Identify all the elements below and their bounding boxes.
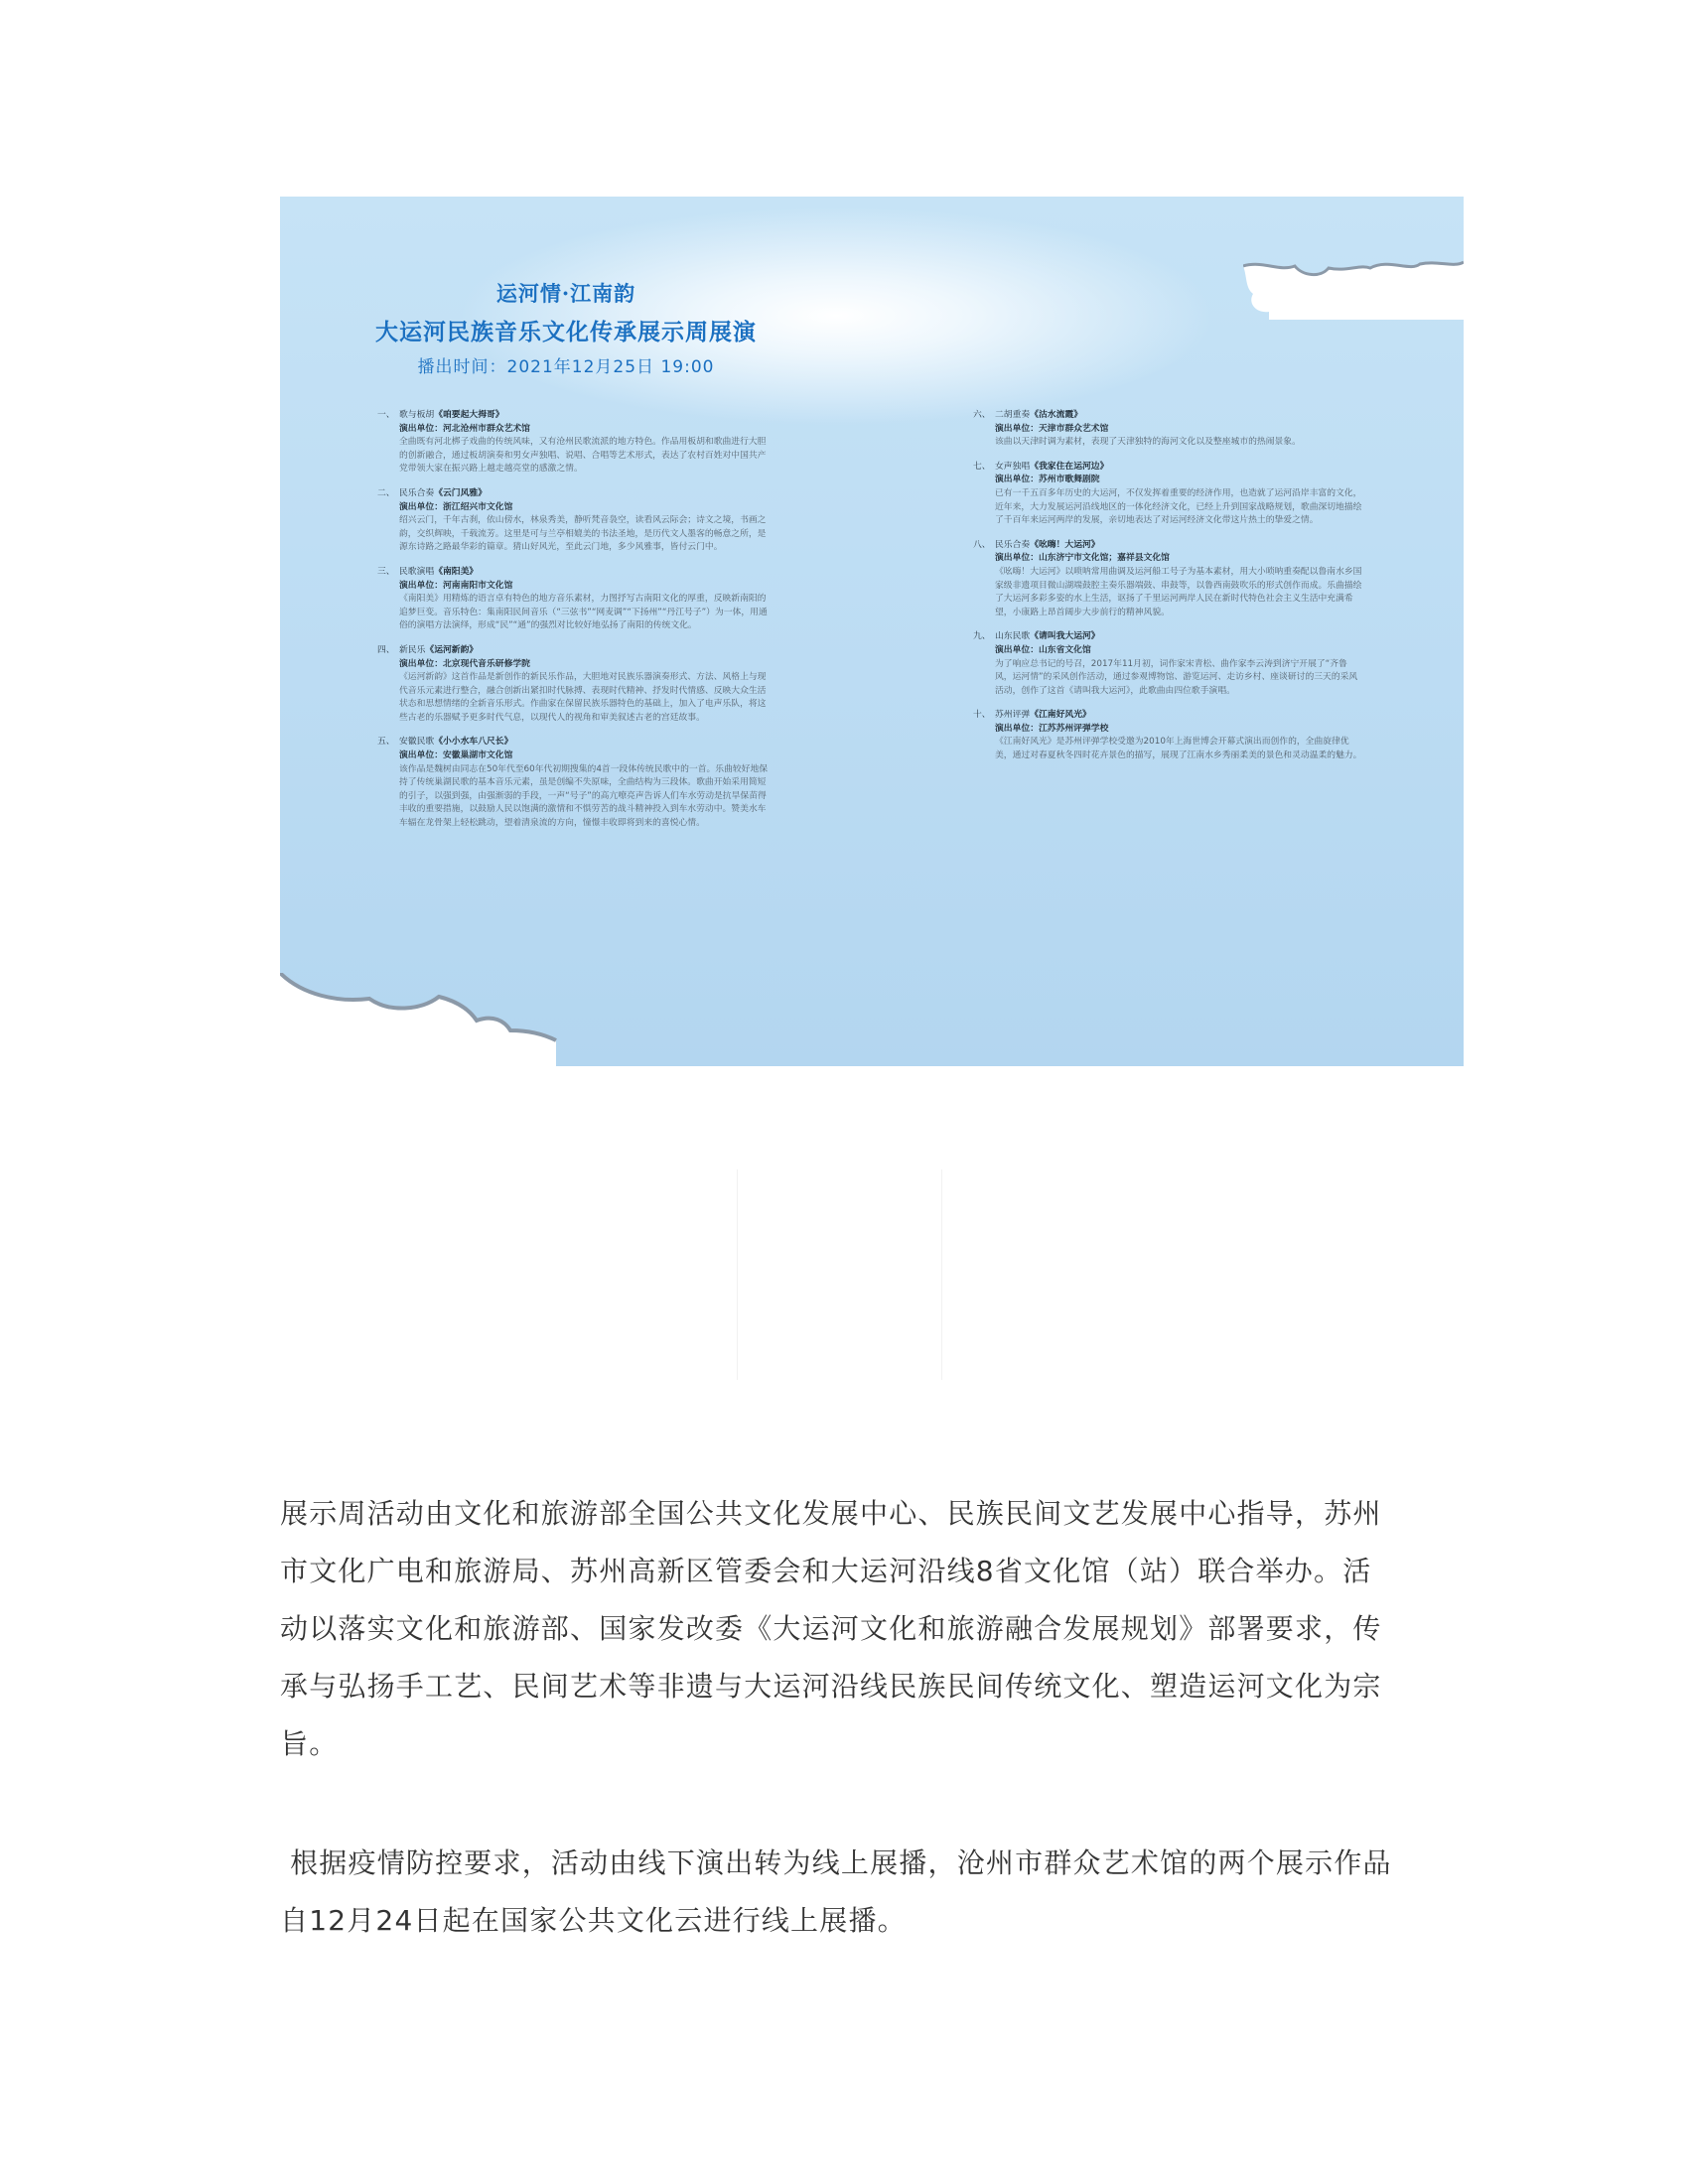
program-performer: 演出单位：山东省文化馆 [995,644,1091,655]
cloud-decoration-bottom [280,973,568,1066]
article-paragraph: 展示周活动由文化和旅游部全国公共文化发展中心、民族民间文艺发展中心指导，苏州市文化广电和旅游局、苏州高新区管委会和大运河沿线8省文化馆（站）联合举办。活动以落实文化和旅游部、国家发改委《大运河文化和旅游融合发展规划》部署要求，传承与弘扬手工艺、民间艺术等非遗与大运河沿线民族民间传统文化、塑造运河文化为宗旨。 [280,1497,1382,1760]
poster-broadcast-time: 播出时间：2021年12月25日 19:00 [417,357,715,377]
program-item: 十、 苏州评弹《江南好风光》 演出单位：江苏苏州评弹学校 《江南好风光》是苏州评弹学校受邀为2010年上海世博会开幕式演出而创作的，全曲旋律优美，通过对春夏秋冬四时花卉景色的描写，展现了江南水乡秀丽柔美的景色和灵动温柔的魅力。 [973,709,1362,762]
cloud-decoration-top [1243,258,1464,320]
program-poster [280,197,1464,1066]
program-item: 一、 歌与板胡《咱要起大拇哥》 演出单位：河北沧州市群众艺术馆 全曲既有河北梆子戏曲的传统风味，又有沧州民歌流派的地方特色。作品用板胡和歌曲进行大胆的创新融合，通过板胡演奏和男女声独唱、说唱、合唱等艺术形式，表达了农村百姓对中国共产党带领大家在振兴路上越走越亮堂的感激之情。 [377,409,774,477]
divider-line [941,1169,942,1380]
program-description: 《吆嗨！大运河》以唢呐常用曲调及运河船工号子为基本素材，用大小唢呐重奏配以鲁南水乡国家级非遗项目微山湖端鼓腔主奏乐器端鼓、串鼓等，以鲁西南鼓吹乐的形式创作而成。乐曲描绘了大运河多彩多姿的水上生活，讴扬了千里运河两岸人民在新时代特色社会主义生活中充满希望，小康路上昂首阔步大步前行的精神风貌。 [995,566,1362,617]
program-item: 四、 新民乐《运河新韵》 演出单位：北京现代音乐研修学院 《运河新韵》这首作品是新创作的新民乐作品，大胆地对民族乐器演奏形式、方法、风格上与现代音乐元素进行整合，融合创新出紧扣时代脉搏、表现时代精神、抒发时代情感、反映大众生活状态和思想情绪的全新音乐形式。作曲家在保留民族乐器特色的基础上，加入了电声乐队，将这些古老的乐器赋予更多时代气息，以现代人的视角和审美叙述古老的宫廷故事。 [377,644,774,726]
program-performer: 演出单位：浙江绍兴市文化馆 [399,501,513,512]
program-performer: 演出单位：天津市群众艺术馆 [995,423,1109,434]
program-description: 《江南好风光》是苏州评弹学校受邀为2010年上海世博会开幕式演出而创作的，全曲旋律优美，通过对春夏秋冬四时花卉景色的描写，展现了江南水乡秀丽柔美的景色和灵动温柔的魅力。 [995,737,1362,761]
program-list-left [377,409,774,842]
program-description: 该作品是魏树由同志在50年代至60年代初期搜集的4首一段体传统民歌中的一首。乐曲较好地保持了传统巢湖民歌的基本音乐元素，虽是创编不失原味，全曲结构为三段体。歌曲开始采用简短的引子，以强到强，由强渐弱的手段，一声“号子”的高亢嘹亮声告诉人们车水劳动是抗旱保苗得丰收的重要措施，以鼓励人民以饱满的激情和不惧劳苦的战斗精神投入到车水劳动中。赞美水车车辐在龙骨架上轻松跳动，望着清泉流的方向，憧憬丰收即将到来的喜悦心情。 [399,763,769,829]
program-performer: 演出单位：江苏苏州评弹学校 [995,723,1109,734]
program-description: 《南阳美》用精炼的语言卓有特色的地方音乐素材，力图抒写古南阳文化的厚重，反映新南阳的追梦巨变。音乐特色：集南阳民间音乐（“三弦书”“网麦调”“下扬州”“丹江号子”）为一体，用通俗的演唱方法演绎，形成“民”“通”的强烈对比较好地弘扬了南阳的传统文化。 [399,594,768,631]
program-item: 二、 民乐合奏《云门风雅》 演出单位：浙江绍兴市文化馆 绍兴云门，千年古刹，依山傍水，林泉秀美，静听梵音袅空，读看风云际会；诗文之境，书画之韵，交织辉映，千载流芳。这里是可与兰亭相媲美的书法圣地，是历代文人墨客的畅意之所，是源东诗路之路最华彩的篇章。猜山好风光，至此云门地，多少风雅事，皆付云门中。 [377,487,774,555]
program-description: 该曲以天津时调为素材，表现了天津独特的海河文化以及整座城市的热闹景象。 [995,437,1301,448]
program-performer: 演出单位：山东济宁市文化馆；嘉祥县文化馆 [995,553,1170,564]
program-item: 九、 山东民歌《请叫我大运河》 演出单位：山东省文化馆 为了响应总书记的号召，2017年11月初，词作家宋青松、曲作家李云涛到济宁开展了“齐鲁风，运河情”的采风创作活动，通过参观博物馆、游览运河、走访乡村、座谈研讨的三天的采风活动，创作了这首《请叫我大运河》，此歌曲由四位歌手演唱。 [973,630,1362,698]
poster-title-block [280,278,852,377]
poster-title-line2: 大运河民族音乐文化传承展示周展演 [375,319,757,345]
program-performer: 演出单位：河北沧州市群众艺术馆 [399,423,530,434]
program-item: 三、 民歌演唱《南阳美》 演出单位：河南南阳市文化馆 《南阳美》用精炼的语言卓有特色的地方音乐素材，力图抒写古南阳文化的厚重，反映新南阳的追梦巨变。音乐特色：集南阳民间音乐（“三弦书”“网麦调”“下扬州”“丹江号子”）为一体，用通俗的演唱方法演绎，形成“民”“通”的强烈对比较好地弘扬了南阳的传统文化。 [377,566,774,633]
program-item: 八、 民乐合奏《吆嗨！大运河》 演出单位：山东济宁市文化馆；嘉祥县文化馆 《吆嗨！大运河》以唢呐常用曲调及运河船工号子为基本素材，用大小唢呐重奏配以鲁南水乡国家级非遗项目微山湖端鼓腔主奏乐器端鼓、串鼓等，以鲁西南鼓吹乐的形式创作而成。乐曲描绘了大运河多彩多姿的水上生活，讴扬了千里运河两岸人民在新时代特色社会主义生活中充满希望，小康路上昂首阔步大步前行的精神风貌。 [973,539,1362,620]
program-description: 为了响应总书记的号召，2017年11月初，词作家宋青松、曲作家李云涛到济宁开展了“齐鲁风，运河情”的采风创作活动，通过参观博物馆、游览运河、走访乡村、座谈研讨的三天的采风活动，创作了这首《请叫我大运河》，此歌曲由四位歌手演唱。 [995,658,1358,696]
program-performer: 演出单位：安徽巢湖市文化馆 [399,751,513,761]
program-list-right [973,409,1362,774]
program-item: 七、 女声独唱《我家住在运河边》 演出单位：苏州市歌舞剧院 已有一千五百多年历史的大运河，不仅发挥着重要的经济作用，也造就了运河沿岸丰富的文化，近年来，大力发展运河沿线地区的一体化经济文化，已经上升到国家战略规划，歌曲深切地描绘了千百年来运河两岸的发展，亲切地表达了对运河经济文化带这片热土的挚爱之情。 [973,461,1362,528]
program-item: 六、 二胡重奏《沽水流霞》 演出单位：天津市群众艺术馆 该曲以天津时调为素材，表现了天津独特的海河文化以及整座城市的热闹景象。 [973,409,1362,450]
program-description: 全曲既有河北梆子戏曲的传统风味，又有沧州民歌流派的地方特色。作品用板胡和歌曲进行大胆的创新融合，通过板胡演奏和男女声独唱、说唱、合唱等艺术形式，表达了农村百姓对中国共产党带领大家在振兴路上越走越亮堂的感激之情。 [399,437,767,475]
program-item: 五、 安徽民歌《小小水车八尺长》 演出单位：安徽巢湖市文化馆 该作品是魏树由同志在50年代至60年代初期搜集的4首一段体传统民歌中的一首。乐曲较好地保持了传统巢湖民歌的基本音乐元素，虽是创编不失原味，全曲结构为三段体。歌曲开始采用简短的引子，以强到强，由强渐弱的手段，一声“号子”的高亢嘹亮声告诉人们车水劳动是抗旱保苗得丰收的重要措施，以鼓励人民以饱满的激情和不惧劳苦的战斗精神投入到车水劳动中。赞美水车车辐在龙骨架上轻松跳动，望着清泉流的方向，憧憬丰收即将到来的喜悦心情。 [377,736,774,830]
program-description: 已有一千五百多年历史的大运河，不仅发挥着重要的经济作用，也造就了运河沿岸丰富的文化，近年来，大力发展运河沿线地区的一体化经济文化，已经上升到国家战略规划，歌曲深切地描绘了千百年来运河两岸的发展，亲切地表达了对运河经济文化带这片热土的挚爱之情。 [995,487,1362,526]
program-performer: 演出单位：北京现代音乐研修学院 [399,658,530,669]
poster-title-line1: 运河情·江南韵 [495,281,636,306]
program-description: 绍兴云门，千年古刹，依山傍水，林泉秀美，静听梵音袅空，读看风云际会；诗文之境，书画之韵，交织辉映，千载流芳。这里是可与兰亭相媲美的书法圣地，是历代文人墨客的畅意之所，是源东诗路之路最华彩的篇章。猜山好风光，至此云门地，多少风雅事，皆付云门中。 [399,515,767,553]
program-performer: 演出单位：苏州市歌舞剧院 [995,475,1100,485]
program-description: 《运河新韵》这首作品是新创作的新民乐作品，大胆地对民族乐器演奏形式、方法、风格上与现代音乐元素进行整合，融合创新出紧扣时代脉搏、表现时代精神、抒发时代情感、反映大众生活状态和思想情绪的全新音乐形式。作曲家在保留民族乐器特色的基础上，加入了电声乐队，将这些古老的乐器赋予更多时代气息，以现代人的视角和审美叙述古老的宫廷故事。 [399,672,767,723]
divider-line [737,1169,738,1380]
article-paragraph: 根据疫情防控要求，活动由线下演出转为线上展播，沧州市群众艺术馆的两个展示作品自12月24日起在国家公共文化云进行线上展播。 [280,1846,1392,1937]
program-performer: 演出单位：河南南阳市文化馆 [399,580,513,591]
